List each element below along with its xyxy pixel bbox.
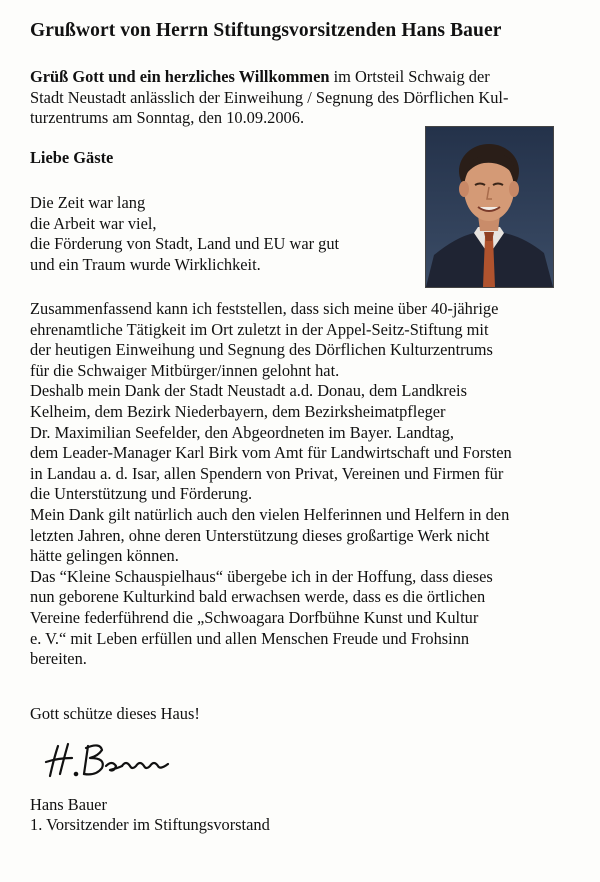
body-line: Dr. Maximilian Seefelder, den Abgeordneten im Bayer. Landtag,: [30, 422, 455, 442]
portrait-image: [426, 127, 553, 287]
body-line: dem Leader-Manager Karl Birk vom Amt für Landwirtschaft und Forsten: [30, 443, 512, 463]
portrait-photo: [426, 127, 553, 287]
poem-line: und ein Traum wurde Wirklichkeit.: [30, 254, 261, 274]
body-line: nun geborene Kulturkind bald erwachsen werde, dass es die örtlichen: [30, 587, 486, 607]
intro-line-2: Stadt Neustadt anlässlich der Einweihung / Segnung des Dörflichen Kul-: [30, 87, 509, 107]
body-line: Vereine federführend die „Schwoagara Dorfbühne Kunst und Kultur: [30, 607, 479, 627]
body-line: der heutigen Einweihung und Segnung des Dörflichen Kulturzentrums: [30, 340, 493, 360]
body-line: Mein Dank gilt natürlich auch den vielen Helferinnen und Helfern in den: [30, 504, 510, 524]
poem-line: Die Zeit war lang: [30, 193, 146, 212]
body-paragraph: [30, 299, 575, 670]
poem-block: [30, 193, 339, 275]
handwritten-signature: [40, 736, 180, 786]
intro-line-1: im Ortsteil Schwaig der: [329, 67, 490, 86]
body-line: Das “Kleine Schauspielhaus“ übergebe ich in der Hoffung, dass dieses: [30, 566, 493, 586]
signer-name: Hans Bauer: [30, 795, 107, 814]
closing-line: Gott schütze dieses Haus!: [30, 704, 200, 723]
body-line: Deshalb mein Dank der Stadt Neustadt a.d. Donau, dem Landkreis: [30, 381, 467, 401]
intro-greeting: Grüß Gott und ein herzliches Willkommen: [30, 67, 330, 86]
body-line: letzten Jahren, ohne deren Unterstützung dieses großartige Werk nicht: [30, 525, 490, 545]
body-line: Zusammenfassend kann ich feststellen, dass sich meine über 40-jährige: [30, 299, 499, 318]
salutation: Liebe Gäste: [30, 148, 114, 167]
body-line: für die Schwaiger Mitbürger/innen gelohnt hat.: [30, 360, 340, 380]
body-line: ehrenamtliche Tätigkeit im Ort zuletzt in der Appel-Seitz-Stiftung mit: [30, 319, 489, 339]
body-line: in Landau a. d. Isar, allen Spendern von Privat, Vereinen und Firmen für: [30, 463, 504, 483]
poem-line: die Arbeit war viel,: [30, 213, 157, 233]
intro-paragraph: [30, 67, 575, 129]
body-line: bereiten.: [30, 649, 87, 669]
page-title: Grußwort von Herrn Stiftungsvorsitzenden Hans Bauer: [30, 20, 502, 41]
body-line: e. V.“ mit Leben erfüllen und allen Menschen Freude und Frohsinn: [30, 628, 470, 648]
body-line: hätte gelingen können.: [30, 546, 179, 566]
signer-role: 1. Vorsitzender im Stiftungsvorstand: [30, 815, 270, 834]
body-line: die Unterstützung und Förderung.: [30, 484, 253, 504]
body-line: Kelheim, dem Bezirk Niederbayern, dem Bezirksheimatpfleger: [30, 401, 446, 421]
intro-line-3: turzentrums am Sonntag, den 10.09.2006.: [30, 108, 305, 128]
poem-line: die Förderung von Stadt, Land und EU war gut: [30, 234, 340, 254]
